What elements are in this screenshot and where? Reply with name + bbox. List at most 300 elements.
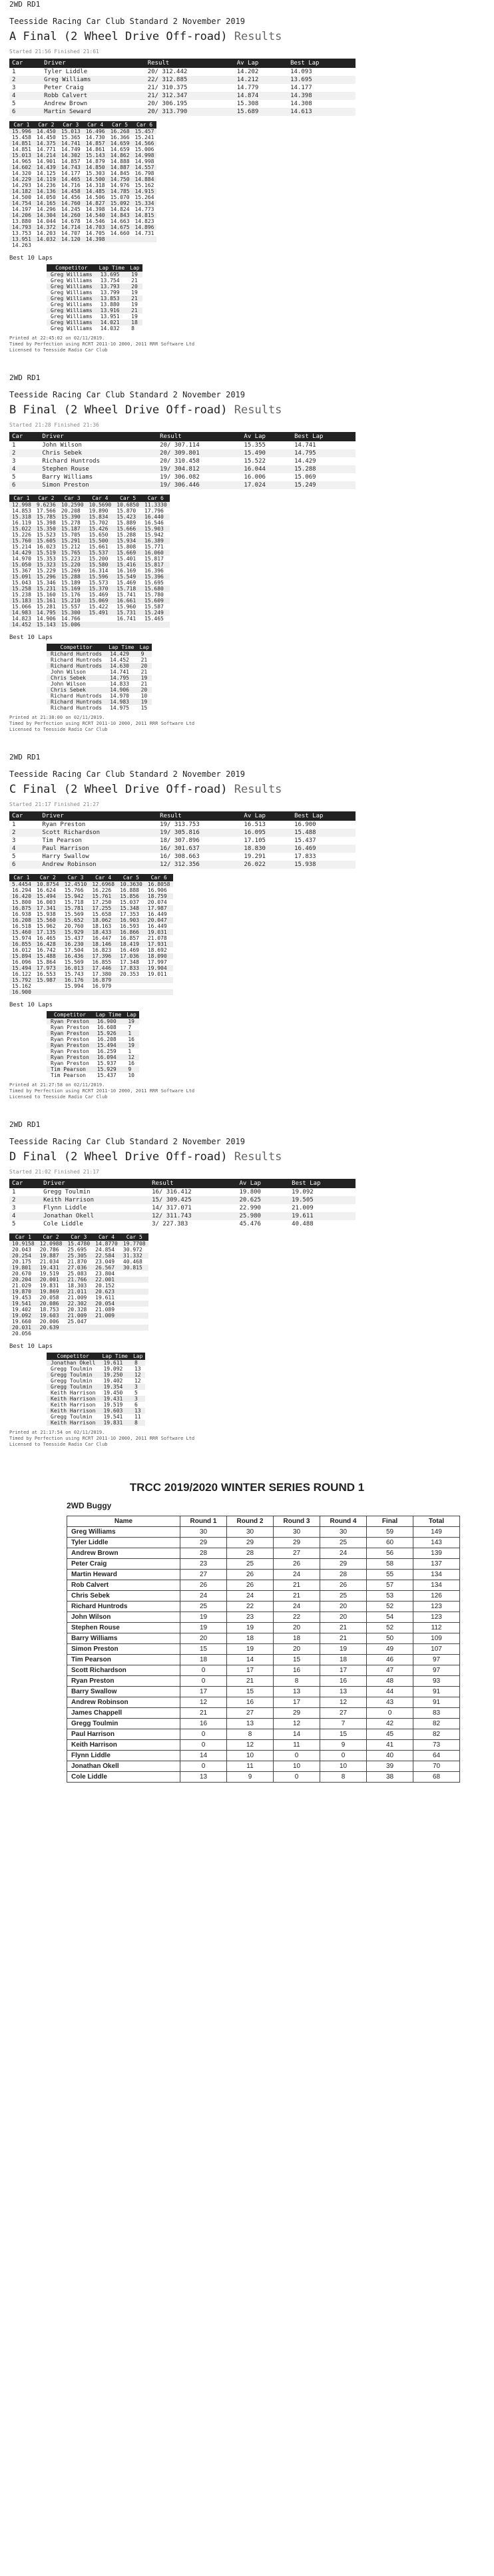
driver-cell: 16.513 (244, 821, 266, 828)
lap-row (9, 953, 173, 959)
driver-cell: 14/ 317.071 (152, 1205, 192, 1211)
standings-row (67, 1761, 460, 1772)
driver-cell: 14.874 (234, 92, 288, 100)
best-row (47, 314, 142, 320)
lap-cell: 14.750 (108, 176, 132, 182)
best-cell: Ryan Preston (47, 1054, 93, 1060)
lap-cell: 15.987 (34, 977, 62, 983)
driver-row (9, 845, 356, 853)
standings-cell: 26 (320, 1580, 367, 1591)
best-laps-table (47, 1011, 139, 1078)
standings-col-header: Name (67, 1516, 180, 1527)
lap-cell: 15.187 (59, 526, 87, 532)
driver-cell: Andrew Brown (44, 101, 88, 107)
standings-cell: 28 (180, 1548, 227, 1559)
driver-row (9, 837, 356, 845)
lap-cell: 25.305 (65, 1253, 93, 1259)
driver-cell: 16.095 (241, 829, 292, 837)
standings-cell: 23 (180, 1559, 227, 1570)
lap-cell: 20.254 (9, 1253, 37, 1259)
lap-cell (87, 622, 115, 628)
best-row (47, 1042, 139, 1048)
lap-cell: 16.624 (36, 887, 56, 893)
driver-cell: Keith Harrison (41, 1196, 149, 1204)
best-cell: 21 (140, 669, 148, 675)
best-cell: 21 (140, 681, 148, 687)
lap-cell: 27.036 (65, 1265, 93, 1271)
lap-cell: 15.281 (36, 604, 56, 610)
standings-cell: 56 (367, 1548, 413, 1559)
standings-cell: 8 (320, 1772, 367, 1783)
lap-cell (83, 242, 108, 248)
best-row (47, 1060, 139, 1066)
lap-row (9, 224, 156, 230)
lap-col-header: Car 1 (9, 1233, 37, 1241)
standings-cell: 17 (274, 1697, 320, 1708)
lap-cell: 14.850 (83, 164, 108, 170)
lap-cell: 19.870 (9, 1289, 37, 1295)
lap-cell: 12.0988 (37, 1241, 65, 1247)
standings-cell: Ryan Preston (67, 1676, 180, 1687)
lap-cell: 25.047 (67, 1319, 87, 1325)
lap-cell: 14.398 (85, 206, 105, 212)
standings-cell: Gregg Toulmin (67, 1719, 180, 1729)
standings-cell: 29 (227, 1538, 274, 1548)
best-cell: John Wilson (51, 669, 86, 675)
standings-col-header: Round 4 (320, 1516, 367, 1527)
start-time: Started 21:17 Finished 21:27 (9, 801, 99, 807)
standings-cell: 10 (227, 1751, 274, 1761)
standings-cell: 14 (227, 1655, 274, 1665)
standings-row (67, 1633, 460, 1644)
lap-cell: 16.855 (9, 941, 34, 947)
lap-row (9, 550, 170, 556)
driver-cell: 19.611 (289, 1212, 356, 1220)
best-cell: Keith Harrison (51, 1402, 96, 1408)
best-cell: 16 (128, 1036, 134, 1042)
lap-cell: 14.206 (9, 212, 34, 218)
best-cell: 13.853 (97, 296, 128, 302)
lap-cell: 15.761 (89, 893, 117, 899)
lap-cell: 26.567 (93, 1265, 121, 1271)
lap-cell: 14.125 (36, 170, 56, 176)
lap-cell: 14.861 (85, 146, 105, 152)
driver-cell: 1 (12, 821, 16, 828)
lap-cell: 14.450 (34, 128, 59, 134)
best-cell: Gregg Toulmin (51, 1414, 93, 1420)
lap-cell: 16.208 (9, 917, 34, 923)
lap-cell: 14.044 (36, 218, 56, 224)
standings-row (67, 1719, 460, 1729)
best-cell: 19 (127, 272, 142, 278)
lap-cell (132, 236, 157, 242)
best-col-header: Lap Time (106, 644, 137, 651)
best-cell: Ryan Preston (51, 1024, 89, 1030)
lap-cell: 15.994 (64, 983, 84, 989)
standings-cell: 22 (227, 1602, 274, 1612)
standings-cell: 29 (320, 1559, 367, 1570)
lap-cell: 15.013 (9, 152, 34, 158)
lap-cell: 14.976 (110, 182, 130, 188)
lap-cell: 16.314 (89, 568, 109, 574)
lap-col-header: Car 6 (132, 121, 157, 128)
lap-cell: 15.519 (34, 550, 59, 556)
lap-cell: 15.903 (142, 526, 170, 532)
lap-cell: 15.249 (142, 610, 170, 616)
lap-cell: 16.518 (12, 923, 31, 929)
driver-cell: Harry Swallow (42, 853, 89, 860)
lap-row (9, 971, 173, 977)
driver-cell: 15.249 (292, 481, 356, 489)
best-cell: Ryan Preston (47, 1030, 93, 1036)
lap-cell: 15.437 (64, 935, 84, 941)
lap-cell: 14.730 (85, 134, 105, 140)
standings-cell: Rob Calvert (67, 1580, 180, 1591)
driver-cell: Tim Pearson (42, 837, 82, 844)
best-cell: 12 (130, 1372, 145, 1378)
best-cell: 19.603 (99, 1408, 130, 1414)
standings-cell: 18 (180, 1655, 227, 1665)
lap-row (9, 1307, 148, 1313)
lap-cell: 21.089 (95, 1307, 115, 1313)
standings-col-header: Round 1 (180, 1516, 227, 1527)
best-cell: 14.795 (106, 675, 137, 681)
standings-cell: 68 (413, 1772, 460, 1783)
standings-cell: Peter Craig (67, 1559, 180, 1570)
final-name: D Final (2 Wheel Drive Off-road) (9, 1150, 228, 1164)
best-row (47, 272, 142, 278)
driver-cell: 13.695 (288, 76, 356, 84)
best-row (47, 1402, 145, 1408)
standings-cell: 30 (274, 1527, 320, 1538)
lap-cell (145, 989, 173, 995)
lap-row (9, 935, 173, 941)
lap-cell: 15.741 (117, 592, 136, 598)
standings-cell: 139 (413, 1548, 460, 1559)
lap-cell: 21.011 (65, 1289, 93, 1295)
driver-cell: 17.024 (241, 481, 292, 489)
standings-row (67, 1740, 460, 1751)
lap-cell: 15.423 (114, 514, 142, 520)
lap-cell (121, 1301, 148, 1307)
lap-cell: 14.302 (59, 152, 83, 158)
lap-cell: 16.900 (9, 989, 34, 995)
lap-cell: 15.705 (61, 532, 81, 538)
best-cell: 15.937 (97, 1060, 117, 1066)
lap-cell: 15.143 (83, 152, 108, 158)
lap-cell: 20.328 (67, 1307, 87, 1313)
standings-cell: 70 (413, 1761, 460, 1772)
lap-cell: 15.323 (34, 562, 59, 568)
driver-cell: John Wilson (42, 442, 82, 449)
footer-text (9, 1430, 494, 1448)
driver-cell: 15.069 (294, 474, 316, 481)
best-cell: 11 (134, 1414, 141, 1420)
best-cell: Gregg Toulmin (47, 1384, 99, 1390)
race-section (0, 1120, 494, 1468)
club-header: Teesside Racing Car Club Standard 2 November 2019 (9, 390, 246, 399)
driver-cell: 16.006 (244, 474, 266, 481)
lap-cell: 15.050 (9, 562, 34, 568)
driver-cell: 20/ 306.195 (147, 101, 188, 107)
driver-cell: 20/ 313.790 (145, 108, 234, 116)
lap-row (9, 194, 156, 200)
standings-cell: 22 (274, 1612, 320, 1623)
driver-cell: 4 (9, 1212, 41, 1220)
lap-cell: 15.4780 (65, 1241, 93, 1247)
lap-cell: 14.236 (36, 182, 56, 188)
lap-cell: 15.800 (12, 899, 31, 905)
standings-cell: 123 (413, 1602, 460, 1612)
lap-cell: 15.070 (110, 194, 130, 200)
best-cell: 19.431 (99, 1396, 130, 1402)
standings-cell: Simon Preston (67, 1644, 180, 1655)
standings-cell: 12 (274, 1719, 320, 1729)
driver-cell: 16.900 (294, 821, 316, 828)
lap-cell: 14.429 (9, 550, 34, 556)
driver-cell: 20/ 309.801 (157, 449, 241, 457)
best-cell: Chris Sebek (47, 687, 106, 693)
lap-cell: 15.066 (12, 604, 31, 610)
standings-cell: 64 (413, 1751, 460, 1761)
standings-cell: 12 (320, 1697, 367, 1708)
standings-cell: Andrew Brown (67, 1548, 180, 1559)
lap-col-header: Car 5 (108, 121, 132, 128)
standings-cell: 0 (180, 1729, 227, 1740)
driver-cell: 5 (12, 1221, 16, 1227)
driver-row (9, 449, 356, 457)
best-row (47, 1372, 145, 1378)
standings-cell: 24 (274, 1602, 320, 1612)
best-header-row (47, 1011, 139, 1018)
lap-cell: 14.714 (59, 224, 83, 230)
best-cell: 13 (134, 1366, 141, 1372)
best-cell: 8 (130, 1420, 145, 1426)
best-cell: Greg Williams (47, 296, 97, 302)
driver-col-header: Driver (39, 432, 157, 441)
lap-cell: 14.862 (108, 152, 132, 158)
best-cell: 14.975 (110, 705, 129, 711)
driver-cell: 2 (9, 76, 41, 84)
lap-row (9, 1241, 148, 1247)
standings-cell: 0 (274, 1772, 320, 1783)
standings-cell: 21 (320, 1623, 367, 1633)
lap-cell: 16.903 (117, 917, 145, 923)
standings-cell: 10 (320, 1761, 367, 1772)
standings-cell: 30 (227, 1527, 274, 1538)
standings-cell: 109 (413, 1633, 460, 1644)
lap-cell: 15.300 (59, 610, 87, 616)
standings-cell: 8 (274, 1676, 320, 1687)
best-cell: 16.608 (97, 1024, 117, 1030)
best-cell: 13 (130, 1408, 145, 1414)
standings-cell: 14 (180, 1751, 227, 1761)
standings-cell: John Wilson (67, 1612, 180, 1623)
lap-cell: 20.086 (37, 1301, 65, 1307)
lap-cell (117, 977, 145, 983)
standings-cell: Paul Harrison (67, 1729, 180, 1740)
driver-cell: 25.980 (236, 1212, 289, 1220)
standings-cell: 59 (367, 1527, 413, 1538)
best-cell: Gregg Toulmin (51, 1378, 93, 1384)
lap-row (9, 1247, 148, 1253)
lap-cell: 14.851 (9, 140, 34, 146)
lap-cell (121, 1277, 148, 1283)
best-row (47, 290, 142, 296)
lap-col-header: Car 3 (65, 1233, 93, 1241)
lap-cell: 14.506 (85, 194, 105, 200)
lap-cell: 15.162 (12, 983, 31, 989)
lap-row (9, 140, 156, 146)
lap-cell: 15.766 (64, 887, 84, 893)
standings-cell: Richard Huntrods (67, 1602, 180, 1612)
lap-cell: 15.264 (134, 194, 154, 200)
lap-cell: 18.062 (89, 917, 117, 923)
standings-cell: Cole Liddle (67, 1772, 180, 1783)
lap-cell: 16.389 (142, 538, 170, 544)
best-row (47, 1024, 139, 1030)
lap-cell: 16.888 (120, 887, 139, 893)
driver-cell: 17.105 (244, 837, 266, 844)
best-row (47, 1018, 139, 1024)
lap-cell: 19.904 (145, 965, 173, 971)
best-laps-heading: Best 10 Laps (9, 1343, 53, 1350)
driver-cell: Robb Calvert (41, 92, 145, 100)
lap-cell: 19.402 (12, 1307, 31, 1313)
standings-cell: 52 (367, 1602, 413, 1612)
lap-cell: 18.692 (147, 947, 167, 953)
lap-cell (34, 242, 59, 248)
lap-cell: 14.120 (59, 236, 83, 242)
driver-col-header: Av Lap (236, 1179, 289, 1188)
standings-cell: 30 (320, 1527, 367, 1538)
best-cell: 19.450 (103, 1390, 123, 1396)
best-row (47, 675, 152, 681)
best-cell: Richard Huntrods (51, 657, 103, 663)
lap-cell: 14.136 (34, 188, 59, 194)
lap-cell (108, 242, 132, 248)
lap-cell: 14.372 (34, 224, 59, 230)
results-word: Results (234, 403, 282, 417)
best-cell: 21 (127, 296, 142, 302)
timed-line: Timed by Perfection using RCRT 2011-10 2000, 2011 RRR Software Ltd (9, 1436, 195, 1441)
standings-cell: 112 (413, 1623, 460, 1633)
lap-cell: 14.452 (9, 622, 34, 628)
lap-cell: 15.537 (87, 550, 115, 556)
lap-row (9, 983, 173, 989)
standings-cell: 19 (227, 1644, 274, 1655)
lap-cell: 14.785 (108, 188, 132, 194)
best-cell: Greg Williams (51, 325, 93, 331)
lap-cell: 10.6850 (114, 502, 142, 508)
standings-row (67, 1559, 460, 1570)
driver-row (9, 465, 356, 473)
best-cell: Ryan Preston (47, 1042, 93, 1048)
lap-cell (121, 1271, 148, 1277)
best-row (47, 1396, 145, 1402)
best-col-header: Lap Time (97, 264, 128, 272)
standings-row (67, 1665, 460, 1676)
lap-cell (59, 242, 83, 248)
driver-row (9, 68, 356, 76)
standings-cell: 16 (274, 1665, 320, 1676)
standings-cell: 9 (227, 1772, 274, 1783)
lap-cell: 14.375 (34, 140, 59, 146)
lap-col-header: Car 5 (114, 495, 142, 502)
lap-cell: 10.2590 (59, 502, 87, 508)
lap-cell: 16.741 (117, 616, 136, 622)
lap-cell: 16.661 (114, 598, 142, 604)
lap-cell: 15.220 (59, 562, 87, 568)
lap-cell: 14.456 (61, 194, 81, 200)
licensed-line: Licensed to Teesside Radio Car Club (9, 1094, 108, 1100)
best-cell: 15.929 (93, 1066, 124, 1072)
best-cell: 19 (137, 675, 152, 681)
lap-cell: 14.705 (85, 230, 105, 236)
driver-cell: Peter Craig (44, 85, 84, 91)
lap-cell: 14.663 (110, 218, 130, 224)
lap-cell (93, 1331, 121, 1337)
final-name: B Final (2 Wheel Drive Off-road) (9, 403, 228, 417)
driver-cell: 21.009 (292, 1205, 314, 1211)
lap-cell: 15.560 (34, 917, 62, 923)
standings-cell: 20 (320, 1612, 367, 1623)
standings-cell: 30 (180, 1527, 227, 1538)
lap-cell: 15.318 (9, 514, 34, 520)
best-cell: 16.900 (93, 1018, 124, 1024)
best-cell: Keith Harrison (47, 1396, 99, 1402)
standings-cell: 21 (274, 1580, 320, 1591)
lap-cell: 15.348 (117, 905, 145, 911)
lap-cell: 15.169 (59, 586, 87, 592)
lap-cell (65, 1325, 93, 1331)
standings-cell: 54 (367, 1612, 413, 1623)
driver-col-header: Best Lap (288, 59, 356, 68)
lap-cell: 20.760 (64, 923, 84, 929)
lap-cell (65, 1331, 93, 1337)
lap-cell: 15.210 (59, 598, 87, 604)
lap-row (9, 230, 156, 236)
standings-cell: 20 (274, 1644, 320, 1655)
standings-cell: 7 (320, 1719, 367, 1729)
best-col-header: Lap (137, 644, 152, 651)
lap-row (9, 170, 156, 176)
best-row (47, 1030, 139, 1036)
lap-cell: 15.494 (34, 893, 62, 899)
driver-col-header: Av Lap (234, 59, 288, 68)
lap-col-header: Car 4 (83, 121, 108, 128)
lap-cell (87, 616, 115, 622)
lap-cell: 15.834 (87, 514, 115, 520)
driver-cell: 19.505 (289, 1196, 356, 1204)
lap-col-header: Car 4 (93, 1233, 121, 1241)
lap-cell: 15.817 (142, 562, 170, 568)
race-section (0, 0, 494, 373)
lap-cell: 15.808 (117, 544, 136, 550)
lap-row (9, 899, 173, 905)
lap-row (9, 977, 173, 983)
standings-cell: 19 (227, 1623, 274, 1633)
lap-cell: 14.795 (34, 610, 59, 616)
lap-cell: 14.703 (83, 224, 108, 230)
best-cell: 13.951 (100, 314, 120, 320)
lap-cell: 15.695 (144, 580, 164, 586)
standings-cell: 25 (180, 1602, 227, 1612)
driver-cell: 19/ 306.446 (157, 481, 241, 489)
driver-cell: 3 (12, 458, 16, 465)
best-cell: 16.094 (93, 1054, 124, 1060)
standings-cell: Flynn Liddle (67, 1751, 180, 1761)
